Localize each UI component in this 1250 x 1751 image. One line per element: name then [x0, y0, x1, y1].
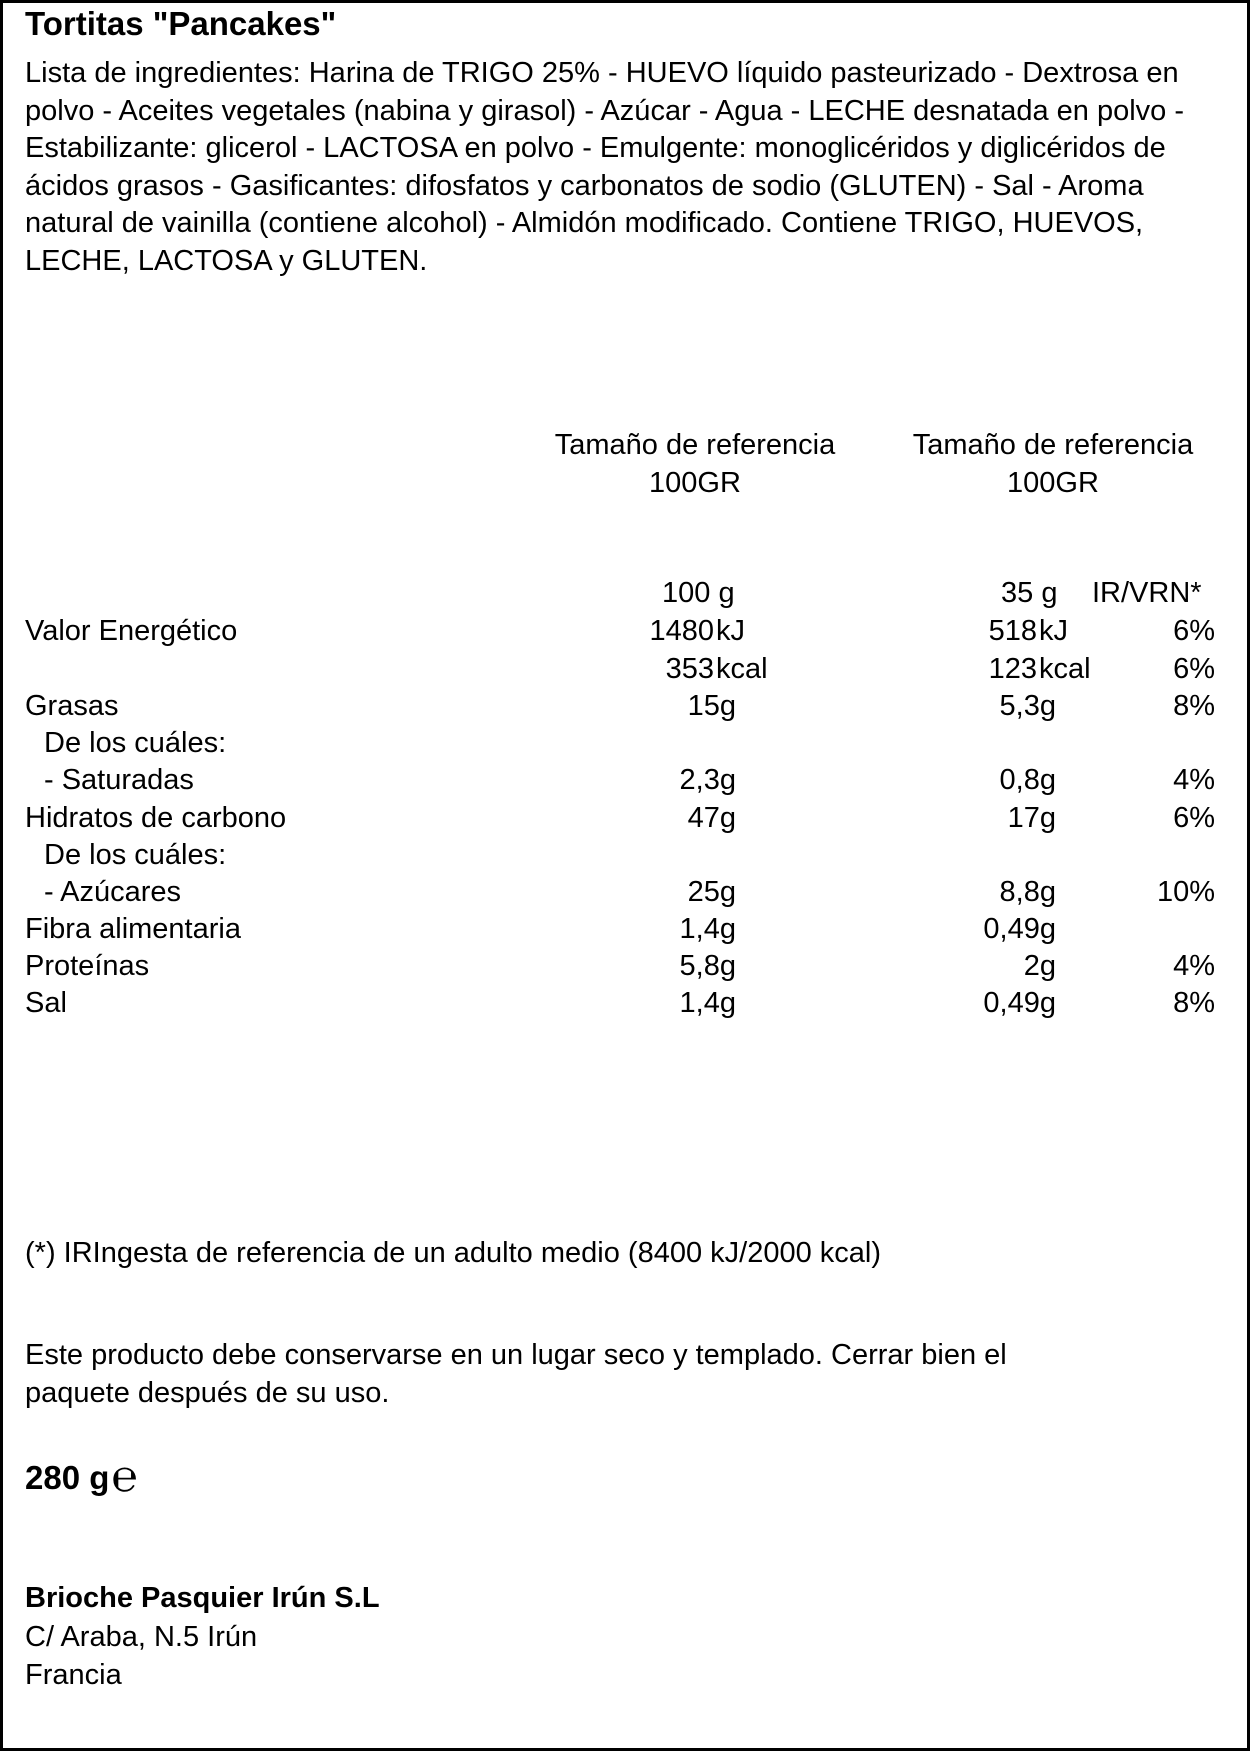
nutrient-ir: 8% — [1173, 690, 1215, 722]
nutrient-value-100g: 5,8g — [679, 950, 736, 982]
col-header-100g: 100 g — [662, 577, 735, 609]
nutrition-row — [0, 800, 1250, 837]
nutrient-value-100g: 1,4g — [679, 987, 736, 1019]
storage-line-2: paquete después de su uso. — [25, 1377, 390, 1409]
nutrient-label: Grasas — [25, 690, 119, 722]
net-weight-value: 280 g — [25, 1459, 110, 1496]
nutrient-ir: 6% — [1173, 802, 1215, 834]
nutrient-value-35g: 2g — [1023, 950, 1056, 982]
energy-kcal-100g: 353 — [665, 653, 714, 685]
ref-size-header-2 — [893, 426, 1213, 502]
nutrient-value-35g: 5,3g — [999, 690, 1056, 722]
nutrient-value-100g: 15g — [687, 690, 736, 722]
energy-kj-unit-35g: kJ — [1039, 615, 1068, 647]
nutrition-row-energy-kj — [0, 613, 1250, 650]
nutrition-row — [0, 725, 1250, 762]
storage-instructions — [25, 1336, 1007, 1412]
nutrition-row — [0, 874, 1250, 911]
company-name: Brioche Pasquier Irún S.L — [25, 1582, 380, 1614]
estimated-sign-icon: ℮ — [111, 1451, 138, 1502]
nutrient-value-35g: 0,49g — [983, 987, 1056, 1019]
nutrition-column-headers — [0, 575, 1250, 612]
nutrient-ir: 4% — [1173, 950, 1215, 982]
nutrient-value-35g: 0,49g — [983, 913, 1056, 945]
nutrition-row — [0, 948, 1250, 985]
nutrition-row — [0, 985, 1250, 1022]
company-country: Francia — [25, 1659, 122, 1691]
nutrient-label: Proteínas — [25, 950, 150, 982]
nutrient-value-100g: 47g — [687, 802, 736, 834]
energy-kcal-ir: 6% — [1173, 653, 1215, 685]
nutrient-value-100g: 2,3g — [679, 764, 736, 796]
ingredients-list: Lista de ingredientes: Harina de TRIGO 25% - HUEVO líquido pasteurizado - Dextrosa en polvo - Aceites vegetales (nabina y girasol) - Azúcar - Agua - LECHE desnatada en polvo - Estabilizante: glicerol - LACTOSA en polvo - Emulgente: monoglicéridos y diglicéridos de ácidos grasos - Gasificantes: difosfatos y carbonatos de sodio (GLUTEN) - Sal - Aroma natural de vainilla (contiene alcohol) - Almidón modificado. Contiene TRIGO, HUEVOS, LECHE, LACTOSA y GLUTEN. — [25, 57, 1185, 277]
ref-size-header-2-line1: Tamaño de referencia — [912, 429, 1194, 461]
company-address: C/ Araba, N.5 Irún — [25, 1621, 258, 1653]
col-header-35g: 35 g — [1001, 577, 1058, 609]
nutrient-value-100g: 25g — [687, 876, 736, 908]
ref-size-header-1 — [535, 426, 855, 502]
nutrient-label: De los cuáles: — [44, 727, 227, 759]
energy-label: Valor Energético — [25, 615, 238, 647]
energy-kj-ir: 6% — [1173, 615, 1215, 647]
nutrition-row-energy-kcal — [0, 651, 1250, 688]
ref-size-header-1-line1: Tamaño de referencia — [554, 429, 836, 461]
nutrient-value-35g: 8,8g — [999, 876, 1056, 908]
nutrient-label: De los cuáles: — [44, 839, 227, 871]
energy-kj-unit-100g: kJ — [716, 615, 745, 647]
nutrient-value-100g: 1,4g — [679, 913, 736, 945]
nutrient-ir: 4% — [1173, 764, 1215, 796]
nutrient-label: Sal — [25, 987, 67, 1019]
nutrient-value-35g: 17g — [1007, 802, 1056, 834]
nutrient-label: Fibra alimentaria — [25, 913, 241, 945]
energy-kcal-unit-35g: kcal — [1039, 653, 1091, 685]
nutrient-ir: 10% — [1156, 876, 1215, 908]
energy-kcal-35g: 123 — [988, 653, 1037, 685]
nutrient-label: - Azúcares — [44, 876, 181, 908]
energy-kj-100g: 1480 — [649, 615, 714, 647]
col-header-ir: IR/VRN* — [1092, 577, 1202, 609]
nutrient-label: - Saturadas — [44, 764, 194, 796]
nutrition-row — [0, 911, 1250, 948]
energy-kcal-unit-100g: kcal — [716, 653, 768, 685]
nutrition-row — [0, 762, 1250, 799]
energy-kj-35g: 518 — [988, 615, 1037, 647]
nutrition-row — [0, 837, 1250, 874]
nutrition-row — [0, 688, 1250, 725]
nutrient-value-35g: 0,8g — [999, 764, 1056, 796]
ref-size-header-1-line2: 100GR — [649, 467, 741, 499]
storage-line-1: Este producto debe conservarse en un lugar seco y templado. Cerrar bien el — [25, 1339, 1007, 1371]
product-title: Tortitas "Pancakes" — [25, 5, 337, 42]
ref-size-header-2-line2: 100GR — [1007, 467, 1099, 499]
nutrient-label: Hidratos de carbono — [25, 802, 287, 834]
net-weight — [25, 1451, 138, 1502]
nutrient-ir: 8% — [1173, 987, 1215, 1019]
reference-intake-footnote: (*) IRIngesta de referencia de un adulto medio (8400 kJ/2000 kcal) — [25, 1237, 881, 1269]
